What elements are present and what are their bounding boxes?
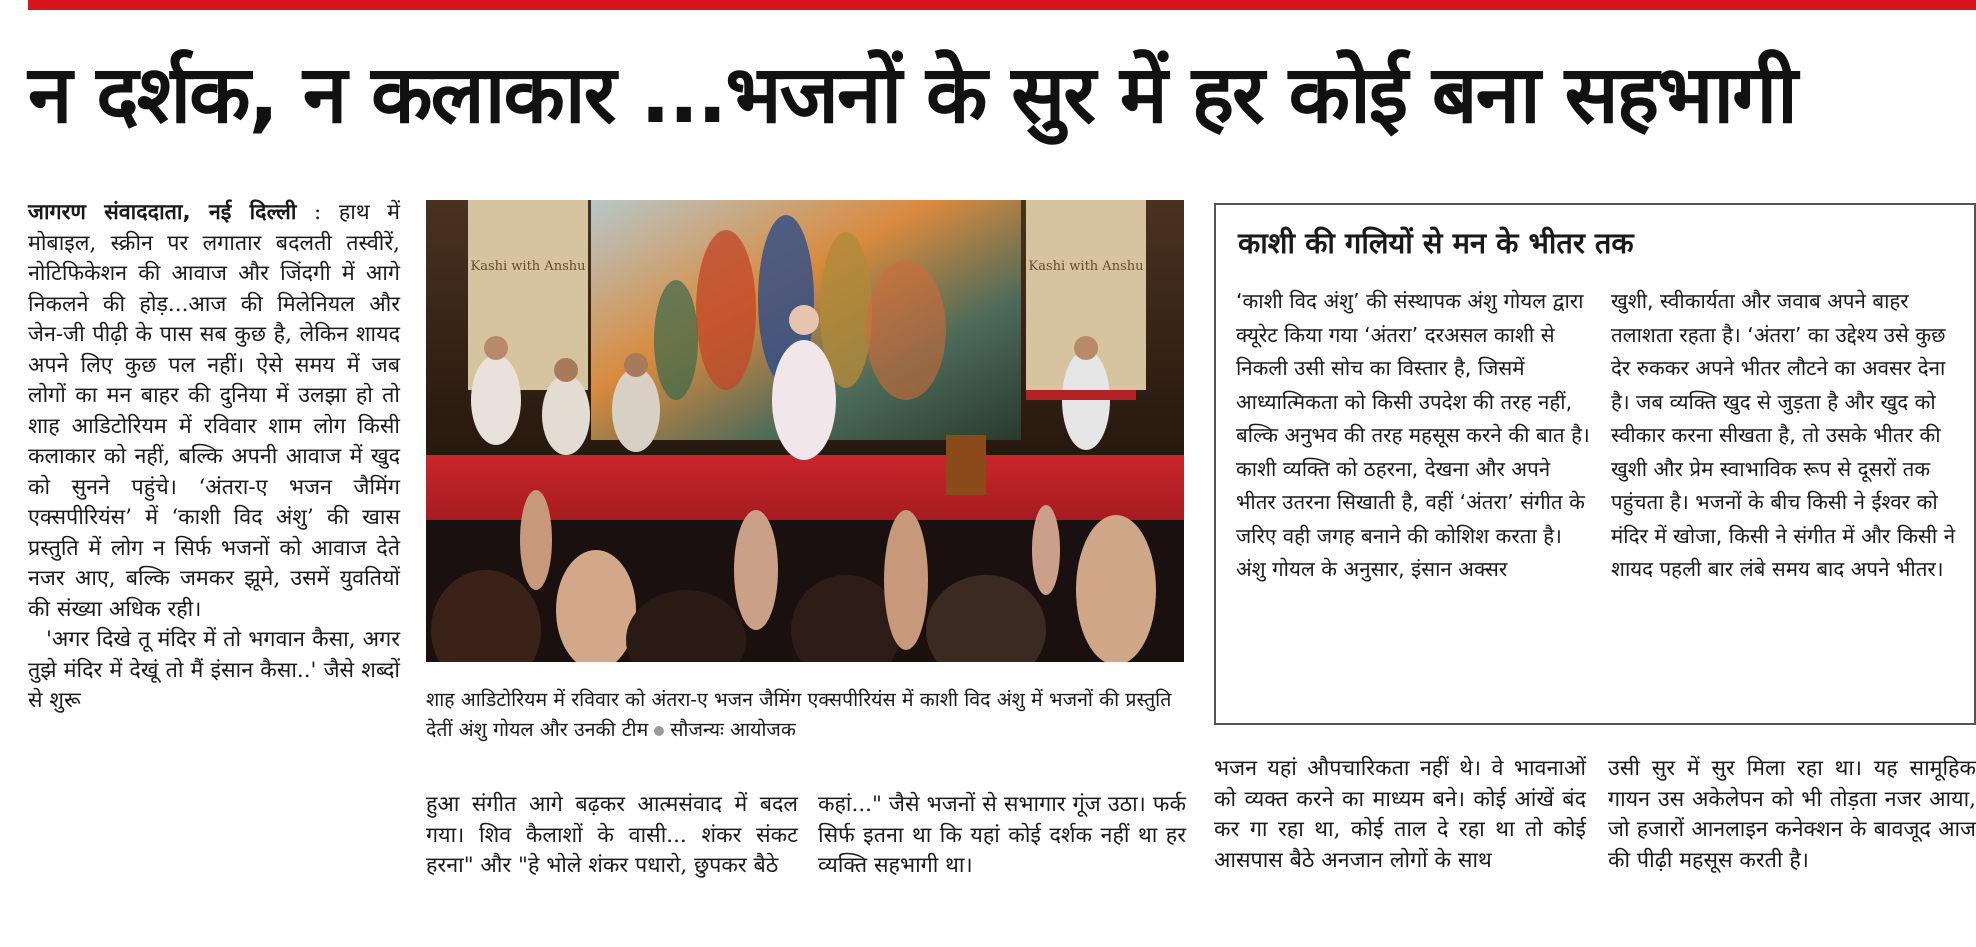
banner-left-text: Kashi with Anshu <box>470 259 586 274</box>
bullet-icon <box>654 726 664 736</box>
caption-text: शाह आडिटोरियम में रविवार को अंतरा-ए भजन जैमिंग एक्सपीरियंस में काशी विद अंशु में भजनों की प्रस्तुति देतीं अंशु गोयल और उनकी टीम <box>426 688 1172 741</box>
banner-right-text: Kashi with Anshu <box>1028 259 1144 274</box>
article-column-5: उसी सुर में सुर मिला रहा था। यह सामूहिक गायन उस अकेलेपन को भी तोड़ता नजर आया, जो हजारों आनलाइन कनेक्शन के बावजूद आज की पीढ़ी महसूस करती है। <box>1608 756 1976 873</box>
article-column-3: कहां..." जैसे भजनों से सभागार गूंज उठा। फर्क सिर्फ इतना था कि यहां कोई दर्शक नहीं था हर व्यक्ति सहभागी था। <box>818 792 1186 878</box>
caption-credit: सौजन्यः आयोजक <box>670 718 796 741</box>
event-photo-illustration <box>426 200 1184 662</box>
masthead-rule <box>28 0 1976 10</box>
lead-paragraph <box>28 198 400 625</box>
photo-caption <box>426 685 1184 745</box>
byline: जागरण संवाददाता, नई दिल्ली <box>28 200 297 225</box>
article-column-1 <box>28 198 400 717</box>
sidebar-box <box>1214 203 1976 725</box>
event-photo <box>426 200 1184 662</box>
article-column-4: भजन यहां औपचारिकता नहीं थे। वे भावनाओं को व्यक्त करने का माध्यम बने। कोई आंखें बंद कर गा रहा था, कोई ताल दे रहा था तो कोई आसपास बैठे अनजान लोगों के साथ <box>1214 756 1586 873</box>
sidebar-column-b: खुशी, स्वीकार्यता और जवाब अपने बाहर तलाशता रहता है। ‘अंतरा’ का उद्देश्य उसे कुछ देर रुककर अपने भीतर लौटने का अवसर देना है। जब व्यक्ति खुद से जुड़ता है और खुद को स्वीकार करना सीखता है, तो उसके भीतर की खुशी और प्रेम स्वाभाविक रूप से दूसरों तक पहुंचता है। भजनों के बीच किसी ने ईश्वर को मंदिर में खोजा, किसी ने संगीत में और किसी ने शायद पहली बार लंबे समय बाद अपने भीतर। <box>1611 289 1956 581</box>
sidebar-column-a: ‘काशी विद अंशु’ की संस्थापक अंशु गोयल द्वारा क्यूरेट किया गया ‘अंतरा’ दरअसल काशी से निकली उसी सोच का विस्तार है, जिसमें आध्यात्मिकता को किसी उपदेश की तरह नहीं, बल्कि अनुभव की तरह महसूस करने की बात है। काशी व्यक्ति को ठहरना, देखना और अपने भीतर उतरना सिखाती है, वहीं ‘अंतरा’ संगीत के जरिए वही जगह बनाने की कोशिश करता है। अंशु गोयल के अनुसार, इंसान अक्सर <box>1236 289 1590 581</box>
article-column-2: हुआ संगीत आगे बढ़कर आत्मसंवाद में बदल गया। शिव कैलाशों के वासी... शंकर संकट हरना" और "हे भोले शंकर पधारो, छुपकर बैठे <box>426 792 798 878</box>
sidebar-title: काशी की गलियों से मन के भीतर तक <box>1238 226 1634 260</box>
paragraph: 'अगर दिखे तू मंदिर में तो भगवान कैसा, अगर तुझे मंदिर में देखूं तो मैं इंसान कैसा..' जैसे शब्दों से शुरू <box>28 627 400 713</box>
lead-text: : हाथ में मोबाइल, स्क्रीन पर लगातार बदलती तस्वीरें, नोटिफिकेशन की आवाज और जिंदगी में आगे निकलने की होड़...आज की मिलेनियल और जेन-जी पीढ़ी के पास सब कुछ है, लेकिन शायद अपने लिए कुछ पल नहीं। ऐसे समय में जब लोगों का मन बाहर की दुनिया में उलझा हो तो शाह आडिटोरियम में रविवार शाम लोग किसी कलाकार को नहीं, बल्कि अपनी आवाज में खुद को सुनने पहुंचे। ‘अंतरा-ए भजन जैमिंग एक्सपीरियंस’ में ‘काशी विद अंशु’ की खास प्रस्तुति में लोग न सिर्फ भजनों को आवाज देते नजर आए, बल्कि जमकर झूमे, उसमें युवतियों की संख्या अधिक रही। <box>28 200 401 622</box>
headline: न दर्शक, न कलाकार ...भजनों के सुर में हर कोई बना सहभागी <box>28 48 1796 141</box>
